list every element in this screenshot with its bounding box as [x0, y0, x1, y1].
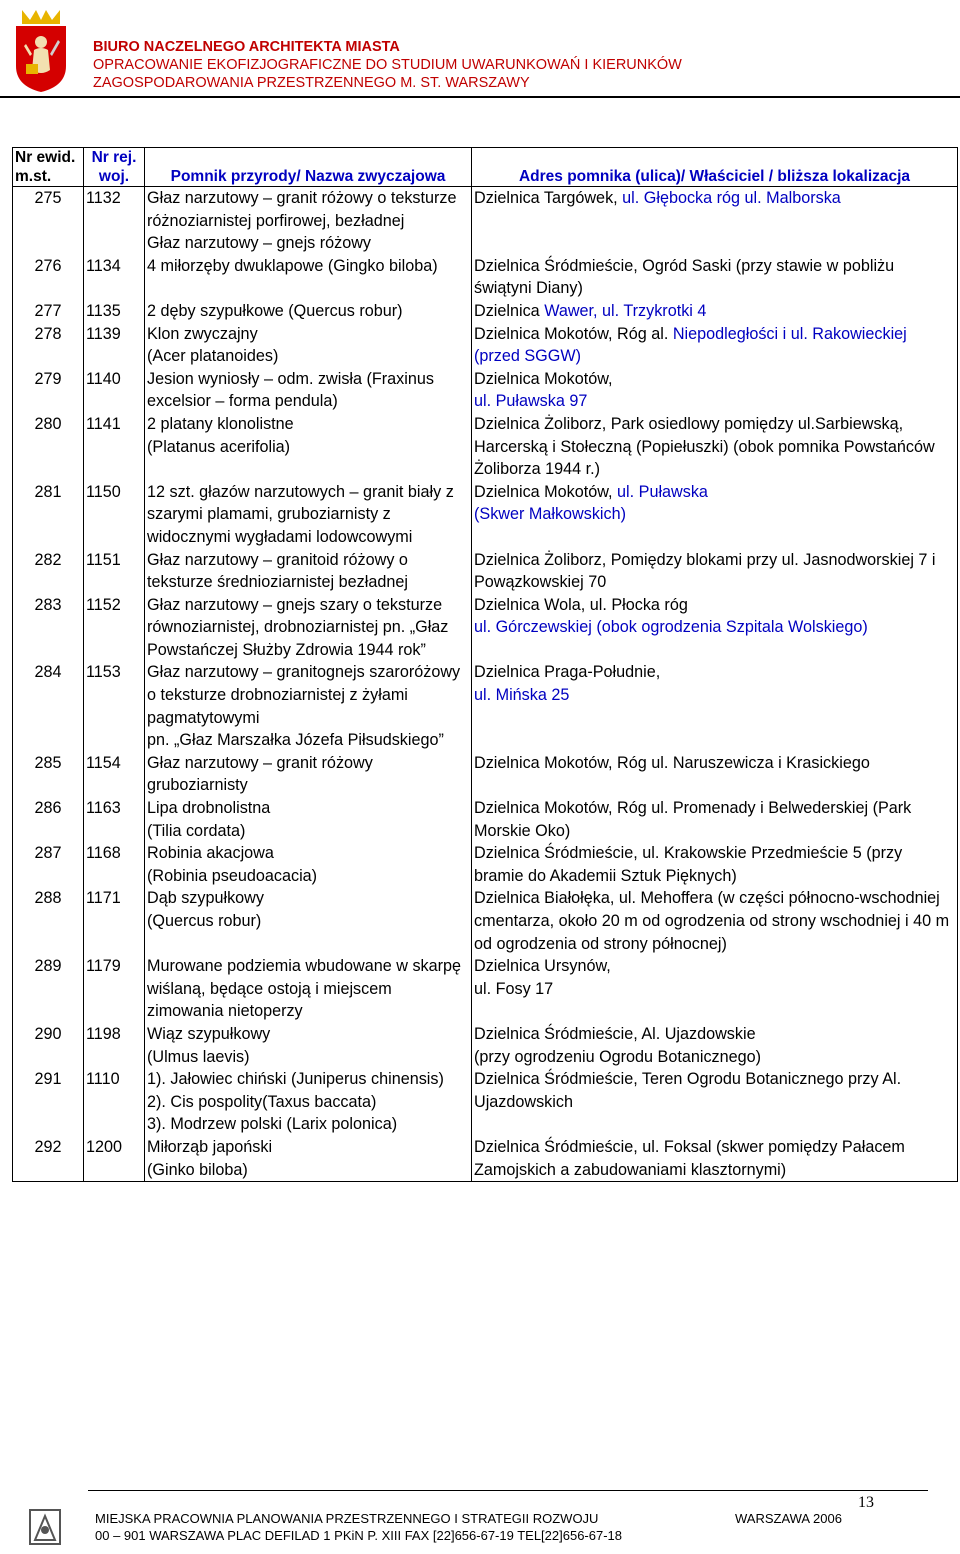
cell-name: 4 miłorzęby dwuklapowe (Gingko biloba) [145, 255, 472, 300]
cell-name: Głaz narzutowy – granitognejs szaroróżowy o teksturze drobnoziarnistej z żyłami pagmatytowymi pn. „Głaz Marszałka Józefa Piłsudskiego” [145, 661, 472, 751]
footer-address: 00 – 901 WARSZAWA PLAC DEFILAD 1 PKiN P. XIII FAX [22]656-67-19 TEL[22]656-67-18 [95, 1528, 623, 1543]
cell-address [472, 368, 958, 413]
cell-nr: 287 [13, 842, 84, 887]
footer-divider [88, 1490, 928, 1491]
cell-address [472, 1068, 958, 1136]
table-row [13, 300, 958, 323]
cell-nr-woj: 1151 [84, 549, 145, 594]
cell-nr: 278 [13, 323, 84, 368]
planning-office-logo-icon [20, 1500, 70, 1554]
address-district: Dzielnica Mokotów, Róg al. [474, 324, 673, 343]
cell-name: Wiąz szypułkowy (Ulmus laevis) [145, 1023, 472, 1068]
cell-nr-woj: 1179 [84, 955, 145, 1023]
address-district: Dzielnica Mokotów, [474, 369, 613, 388]
table-row [13, 481, 958, 549]
cell-name: 2 dęby szypułkowe (Quercus robur) [145, 300, 472, 323]
cell-address [472, 255, 958, 300]
cell-nr: 285 [13, 752, 84, 797]
address-district: Dzielnica [474, 301, 545, 320]
warsaw-crest-icon [12, 6, 70, 92]
cell-address [472, 549, 958, 594]
cell-name: 2 platany klonolistne (Platanus acerifolia) [145, 413, 472, 481]
address-detail: Wawer, ul. Trzykrotki 4 [544, 301, 707, 320]
cell-nr-woj: 1132 [84, 187, 145, 255]
header-title: BIURO NACZELNEGO ARCHITEKTA MIASTA [93, 39, 400, 55]
cell-name: Głaz narzutowy – granit różowy o teksturze różnoziarnistej porfirowej, bezładnej Głaz narzutowy – gnejs różowy [145, 187, 472, 255]
address-district: Dzielnica Żoliborz, Pomiędzy blokami przy ul. Jasnodworskiej 7 i Powązkowskiej 70 [474, 550, 936, 592]
cell-nr: 279 [13, 368, 84, 413]
cell-nr-woj: 1152 [84, 594, 145, 662]
table-row [13, 187, 958, 255]
address-district: Dzielnica Białołęka, ul. Mehoffera (w części północno-wschodniej cmentarza, około 20 m od ogrodzenia od strony wschodniej i 40 m od ogrodzenia od strony północnej) [474, 889, 950, 953]
cell-nr: 284 [13, 661, 84, 751]
address-detail: ul. Głębocka róg ul. Malborska [622, 189, 841, 207]
cell-address [472, 955, 958, 1023]
cell-address [472, 842, 958, 887]
table-header-row [13, 148, 958, 187]
cell-nr: 276 [13, 255, 84, 300]
address-district: Dzielnica Praga-Południe, [474, 663, 661, 682]
table-row [13, 955, 958, 1023]
address-district: Dzielnica Wola, ul. Płocka róg [474, 595, 688, 614]
address-detail: ul. Puławska 97 [474, 392, 588, 411]
address-district: Dzielnica Śródmieście, Teren Ogrodu Botanicznego przy Al. Ujazdowskich [474, 1070, 902, 1111]
cell-name: 1). Jałowiec chiński (Juniperus chinensis) 2). Cis pospolity(Taxus baccata) 3). Modrzew polski (Larix polonica) [145, 1068, 472, 1136]
cell-nr: 290 [13, 1023, 84, 1068]
table-row [13, 752, 958, 797]
address-detail: ul. Górczewskiej (obok ogrodzenia Szpitala Wolskiego) [474, 618, 868, 637]
table-row [13, 594, 958, 662]
cell-nr-woj: 1163 [84, 797, 145, 842]
table-row [13, 368, 958, 413]
cell-name: Lipa drobnolistna (Tilia cordata) [145, 797, 472, 842]
cell-nr-woj: 1168 [84, 842, 145, 887]
cell-address [472, 323, 958, 368]
footer-institution: MIEJSKA PRACOWNIA PLANOWANIA PRZESTRZENNEGO I STRATEGII ROZWOJU [95, 1511, 599, 1526]
address-district: Dzielnica Targówek, [474, 189, 623, 207]
address-detail: Niepodległości i ul. Rakowieckiej (przed SGGW) [474, 324, 907, 366]
cell-nr: 289 [13, 955, 84, 1023]
table-row [13, 661, 958, 751]
page-number: 13 [858, 1494, 874, 1511]
cell-nr: 286 [13, 797, 84, 842]
cell-address [472, 594, 958, 662]
address-detail: ul. Puławska (Skwer Małkowskich) [474, 482, 708, 524]
cell-nr-woj: 1135 [84, 300, 145, 323]
address-district: Dzielnica Śródmieście, ul. Krakowskie Przedmieście 5 (przy bramie do Akademii Sztuk Pięknych) [474, 844, 903, 885]
cell-name: Miłorząb japoński (Ginko biloba) [145, 1136, 472, 1182]
address-district: Dzielnica Ursynów, ul. Fosy 17 [474, 957, 611, 998]
address-district: Dzielnica Śródmieście, Al. Ujazdowskie (przy ogrodzeniu Ogrodu Botanicznego) [474, 1024, 762, 1066]
address-district: Dzielnica Mokotów, [474, 482, 618, 501]
table-row [13, 1068, 958, 1136]
cell-nr-woj: 1153 [84, 661, 145, 751]
cell-nr: 292 [13, 1136, 84, 1182]
col-header-name: Pomnik przyrody/ Nazwa zwyczajowa [145, 148, 472, 187]
address-district: Dzielnica Mokotów, Róg ul. Promenady i Belwederskiej (Park Morskie Oko) [474, 799, 912, 840]
cell-nr-woj: 1139 [84, 323, 145, 368]
cell-nr: 282 [13, 549, 84, 594]
cell-nr-woj: 1150 [84, 481, 145, 549]
cell-nr-woj: 1134 [84, 255, 145, 300]
cell-name: Głaz narzutowy – granitoid różowy o teksturze średnioziarnistej bezładnej [145, 549, 472, 594]
cell-nr: 283 [13, 594, 84, 662]
cell-nr: 288 [13, 887, 84, 955]
table-row [13, 887, 958, 955]
cell-name: Dąb szypułkowy (Quercus robur) [145, 887, 472, 955]
cell-nr: 280 [13, 413, 84, 481]
table-row [13, 842, 958, 887]
col-header-nr-woj: Nr rej. woj. [84, 148, 145, 187]
col-header-address: Adres pomnika (ulica)/ Właściciel / bliższa lokalizacja [472, 148, 958, 187]
cell-nr: 281 [13, 481, 84, 549]
cell-address [472, 797, 958, 842]
cell-nr-woj: 1171 [84, 887, 145, 955]
cell-nr-woj: 1200 [84, 1136, 145, 1182]
cell-address [472, 481, 958, 549]
table-row [13, 797, 958, 842]
table-row [13, 323, 958, 368]
cell-name: Klon zwyczajny (Acer platanoides) [145, 323, 472, 368]
cell-nr-woj: 1198 [84, 1023, 145, 1068]
natural-monuments-table [12, 147, 958, 1182]
footer-year: WARSZAWA 2006 [735, 1511, 842, 1526]
col-header-nr: Nr ewid. m.st. [13, 148, 84, 187]
cell-address [472, 1023, 958, 1068]
header-subtitle-2: ZAGOSPODAROWANIA PRZESTRZENNEGO M. ST. WARSZAWY [93, 75, 530, 91]
cell-address [472, 661, 958, 751]
cell-address [472, 752, 958, 797]
address-district: Dzielnica Mokotów, Róg ul. Naruszewicza i Krasickiego [474, 753, 870, 772]
cell-nr-woj: 1110 [84, 1068, 145, 1136]
header-divider [0, 96, 960, 98]
cell-nr: 275 [13, 187, 84, 255]
address-district: Dzielnica Śródmieście, ul. Foksal (skwer pomiędzy Pałacem Zamojskich a zabudowaniami klasztornymi) [474, 1137, 905, 1179]
cell-nr-woj: 1140 [84, 368, 145, 413]
cell-name: Głaz narzutowy – gnejs szary o teksturze równoziarnistej, drobnoziarnistej pn. „Głaz Powstańczej Służby Zdrowia 1944 rok” [145, 594, 472, 662]
table-row [13, 413, 958, 481]
cell-nr-woj: 1154 [84, 752, 145, 797]
cell-nr-woj: 1141 [84, 413, 145, 481]
header-subtitle: OPRACOWANIE EKOFIZJOGRAFICZNE DO STUDIUM UWARUNKOWAŃ I KIERUNKÓW [93, 57, 682, 73]
table-row [13, 1023, 958, 1068]
cell-address [472, 300, 958, 323]
cell-name: Robinia akacjowa (Robinia pseudoacacia) [145, 842, 472, 887]
address-district: Dzielnica Śródmieście, Ogród Saski (przy stawie w pobliżu świątyni Diany) [474, 256, 895, 298]
cell-address [472, 187, 958, 255]
table-row [13, 255, 958, 300]
table-row [13, 1136, 958, 1182]
cell-name: 12 szt. głazów narzutowych – granit biały z szarymi plamami, gruboziarnisty z widocznymi wygładami lodowcowymi [145, 481, 472, 549]
cell-address [472, 1136, 958, 1182]
table-row [13, 549, 958, 594]
cell-name: Jesion wyniosły – odm. zwisła (Fraxinus excelsior – forma pendula) [145, 368, 472, 413]
cell-address [472, 887, 958, 955]
cell-nr: 291 [13, 1068, 84, 1136]
address-detail: ul. Mińska 25 [474, 686, 570, 705]
cell-address [472, 413, 958, 481]
cell-name: Głaz narzutowy – granit różowy gruboziarnisty [145, 752, 472, 797]
cell-name: Murowane podziemia wbudowane w skarpę wiślaną, będące ostoją i miejscem zimowania nietoperzy [145, 955, 472, 1023]
cell-nr: 277 [13, 300, 84, 323]
page-header [0, 0, 960, 98]
address-district: Dzielnica Żoliborz, Park osiedlowy pomiędzy ul.Sarbiewską, Harcerską i Stołeczną (Popiełuszki) (obok pomnika Powstańców Żoliborza 1944 r.) [474, 414, 935, 479]
